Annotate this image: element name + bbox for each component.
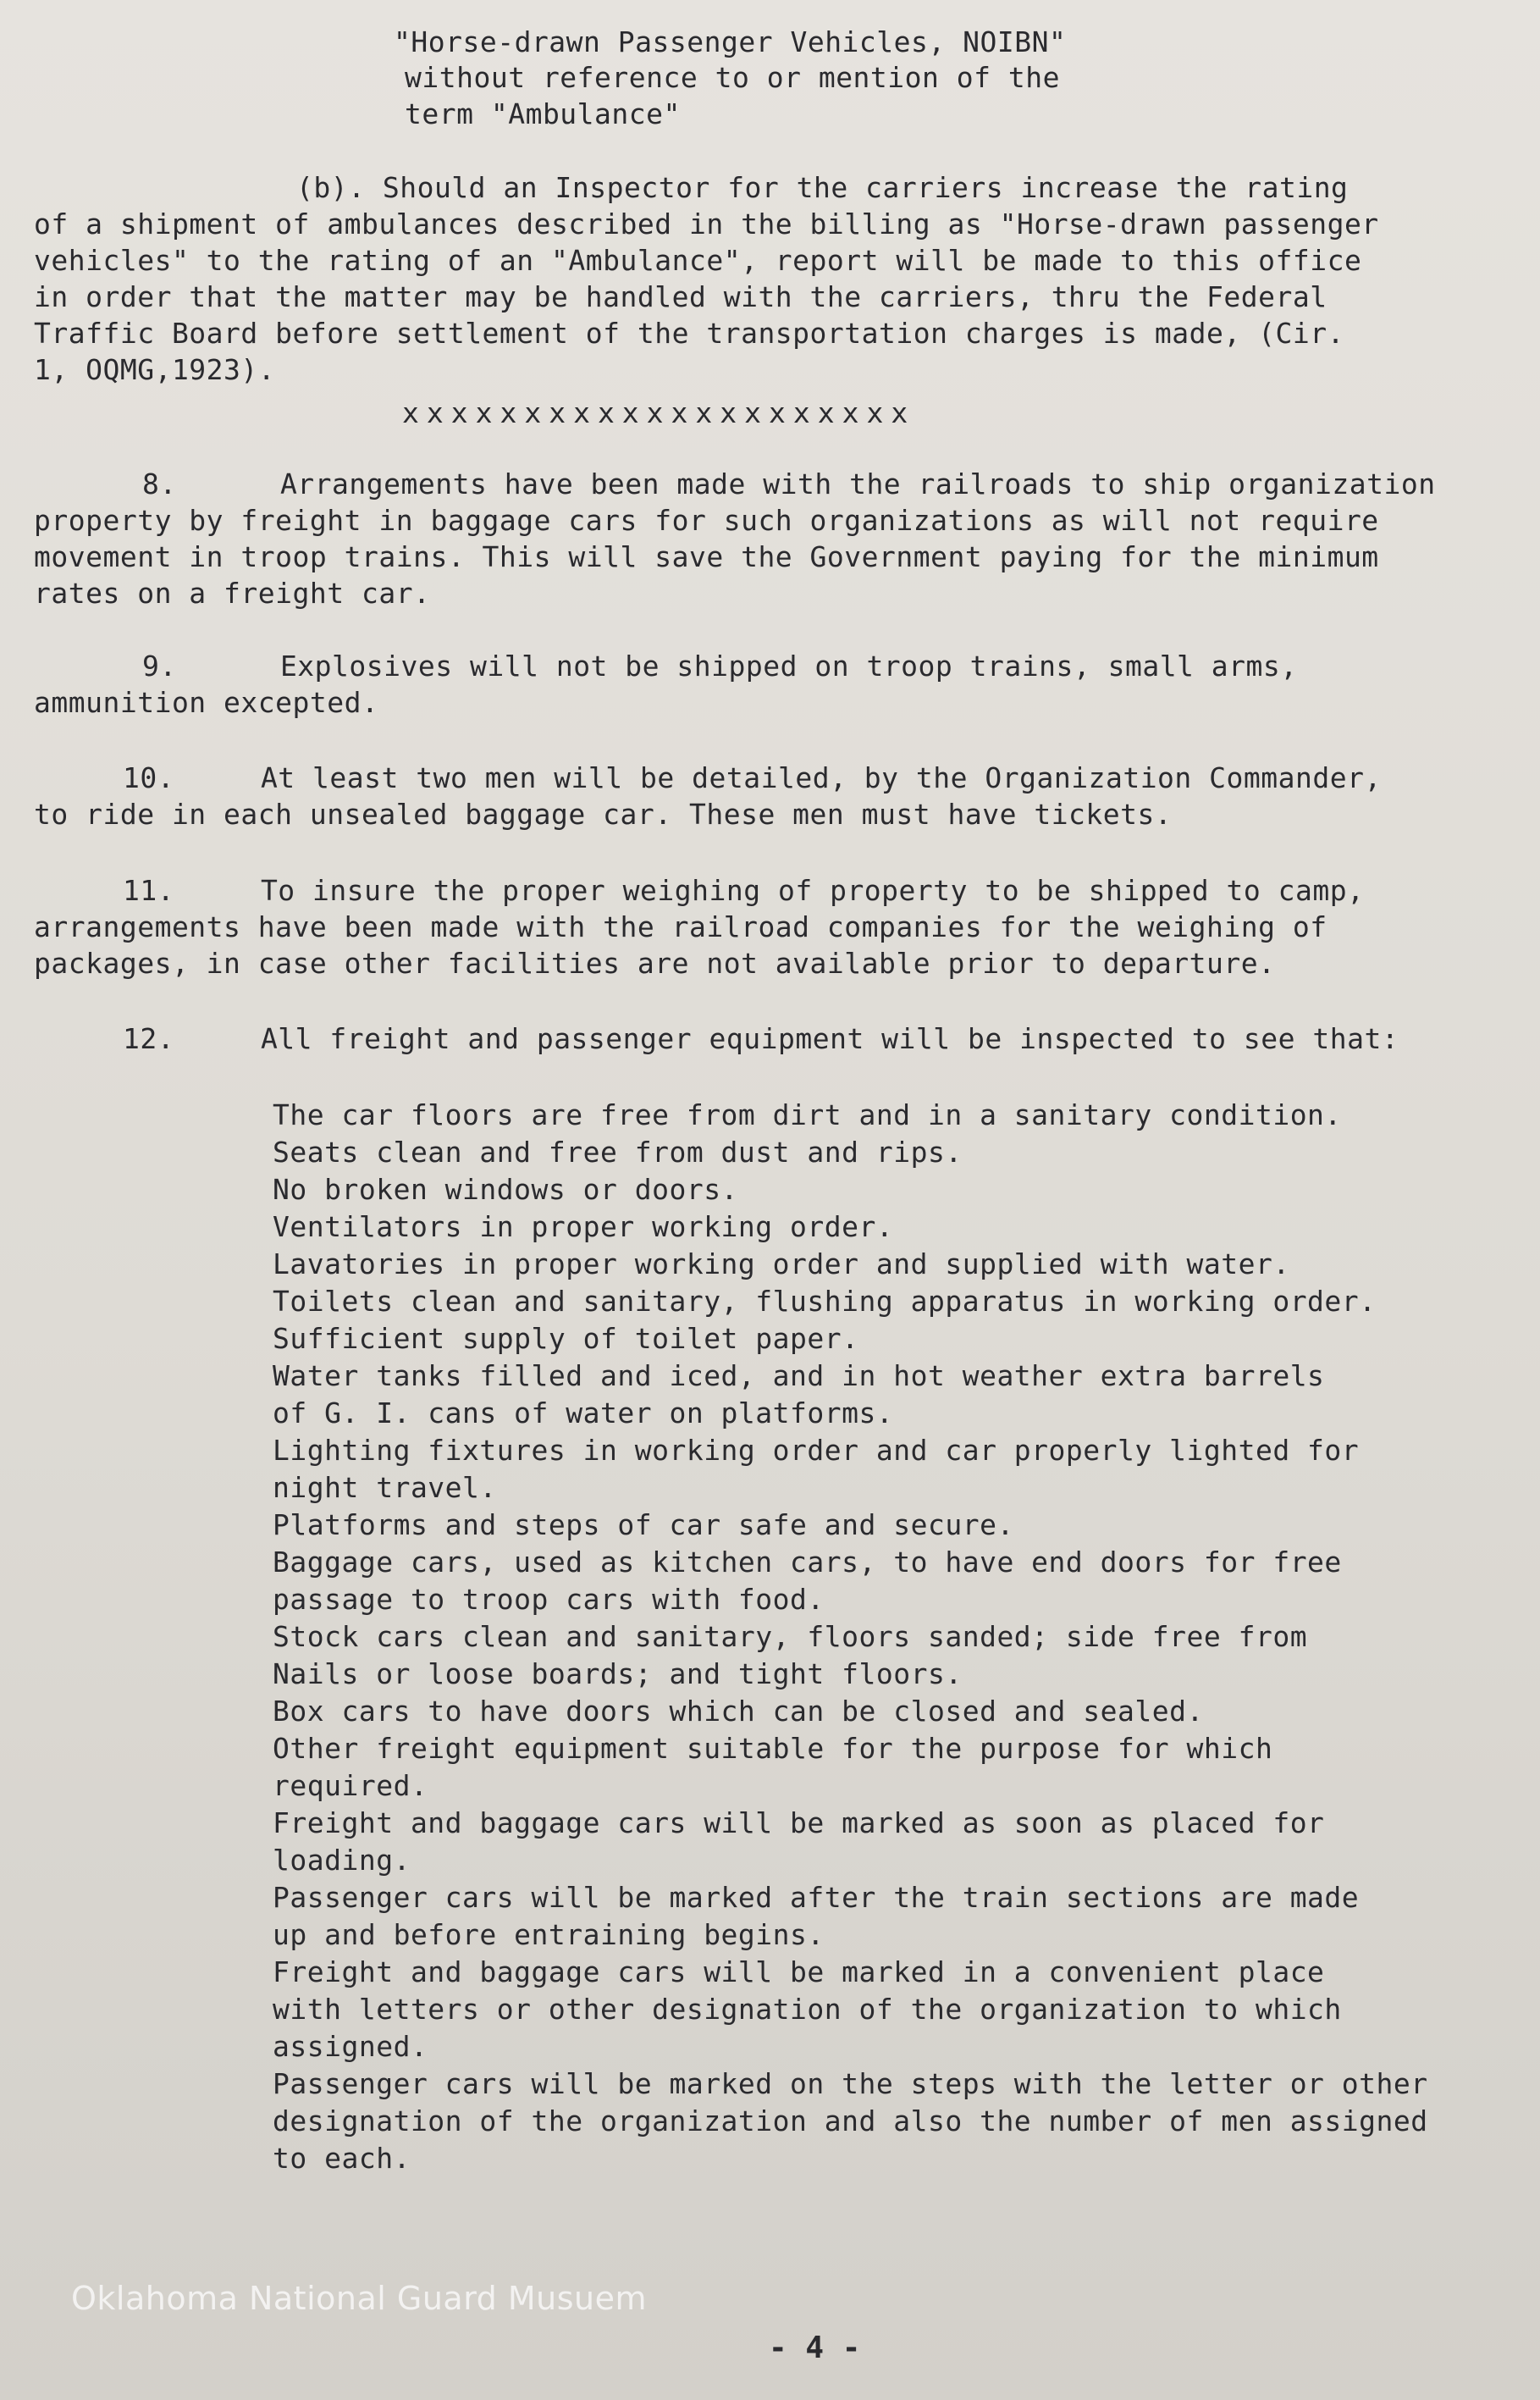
checklist-item: Nails or loose boards; and tight floors. <box>273 1657 963 1690</box>
checklist-item: night travel. <box>273 1471 497 1504</box>
checklist-item: of G. I. cans of water on platforms. <box>273 1396 894 1429</box>
checklist-item: Lighting fixtures in working order and car properly lighted for <box>273 1434 1360 1467</box>
checklist-item: with letters or other designation of the organization to which <box>273 1993 1342 2026</box>
checklist-item: Passenger cars will be marked on the steps with the letter or other <box>273 2067 1428 2100</box>
checklist-item: Stock cars clean and sanitary, floors sanded; side free from <box>273 1620 1308 1653</box>
header-line: without reference to or mention of the <box>405 61 1060 94</box>
checklist-item: Freight and baggage cars will be marked in a convenient place <box>273 1955 1325 1988</box>
checklist-item: The car floors are free from dirt and in a sanitary condition. <box>273 1098 1342 1131</box>
checklist-item: to each. <box>273 2142 411 2175</box>
checklist-item: up and before entraining begins. <box>273 1918 825 1951</box>
paragraph-11-line: packages, in case other facilities are not available prior to departure. <box>34 947 1276 980</box>
header-line: term "Ambulance" <box>405 97 681 130</box>
page-number: - 4 - <box>769 2331 861 2365</box>
paragraph-9-line: 9. Explosives will not be shipped on troop trains, small arms, <box>142 650 1298 683</box>
paragraph-8-line: rates on a freight car. <box>34 577 431 610</box>
checklist-item: passage to troop cars with food. <box>273 1583 825 1616</box>
separator-row: xxxxxxxxxxxxxxxxxxxxx <box>402 396 916 429</box>
paragraph-b-line: Traffic Board before settlement of the transportation charges is made, (Cir. <box>34 317 1344 350</box>
header-line: "Horse-drawn Passenger Vehicles, NOIBN" <box>394 25 1067 58</box>
paragraph-b-line: vehicles" to the rating of an "Ambulance", report will be made to this office <box>34 244 1362 277</box>
paragraph-8-line: 8. Arrangements have been made with the railroads to ship organization <box>142 467 1436 500</box>
checklist-item: Toilets clean and sanitary, flushing apparatus in working order. <box>273 1285 1377 1318</box>
paragraph-8-line: movement in troop trains. This will save the Government paying for the minimum <box>34 540 1379 573</box>
checklist-item: Seats clean and free from dust and rips. <box>273 1136 963 1169</box>
paragraph-10-line: 10. At least two men will be detailed, by the Organization Commander, <box>123 761 1382 794</box>
paragraph-b-line: of a shipment of ambulances described in the billing as "Horse-drawn passenger <box>34 207 1379 241</box>
checklist-item: Passenger cars will be marked after the train sections are made <box>273 1881 1360 1914</box>
museum-watermark: Oklahoma National Guard Musuem <box>71 2280 648 2317</box>
paragraph-b-line: in order that the matter may be handled with the carriers, thru the Federal <box>34 280 1327 313</box>
paragraph-11-line: 11. To insure the proper weighing of property to be shipped to camp, <box>123 874 1365 907</box>
paragraph-10-line: to ride in each unsealed baggage car. These men must have tickets. <box>34 798 1173 831</box>
checklist-item: loading. <box>273 1844 411 1877</box>
checklist-item: Freight and baggage cars will be marked as soon as placed for <box>273 1806 1325 1839</box>
paragraph-12-line: 12. All freight and passenger equipment will be inspected to see that: <box>123 1022 1399 1055</box>
paragraph-9-line: ammunition excepted. <box>34 686 379 719</box>
checklist-item: designation of the organization and also the number of men assigned <box>273 2104 1428 2137</box>
checklist-item: assigned. <box>273 2030 428 2063</box>
checklist-item: No broken windows or doors. <box>273 1173 738 1206</box>
checklist-item: Water tanks filled and iced, and in hot weather extra barrels <box>273 1359 1325 1392</box>
checklist-item: Ventilators in proper working order. <box>273 1210 894 1243</box>
paragraph-b-line: (b). Should an Inspector for the carriers increase the rating <box>296 171 1349 204</box>
checklist-item: Lavatories in proper working order and supplied with water. <box>273 1247 1290 1280</box>
paragraph-11-line: arrangements have been made with the railroad companies for the weighing of <box>34 910 1327 943</box>
paragraph-b-line: 1, OQMG,1923). <box>34 353 276 386</box>
checklist-item: Sufficient supply of toilet paper. <box>273 1322 859 1355</box>
checklist-item: Box cars to have doors which can be closed and sealed. <box>273 1695 1204 1728</box>
paragraph-8-line: property by freight in baggage cars for such organizations as will not require <box>34 504 1379 537</box>
checklist-item: required. <box>273 1769 428 1802</box>
checklist-item: Baggage cars, used as kitchen cars, to have end doors for free <box>273 1546 1342 1579</box>
checklist-item: Platforms and steps of car safe and secure. <box>273 1508 1014 1541</box>
checklist-item: Other freight equipment suitable for the purpose for which <box>273 1732 1273 1765</box>
